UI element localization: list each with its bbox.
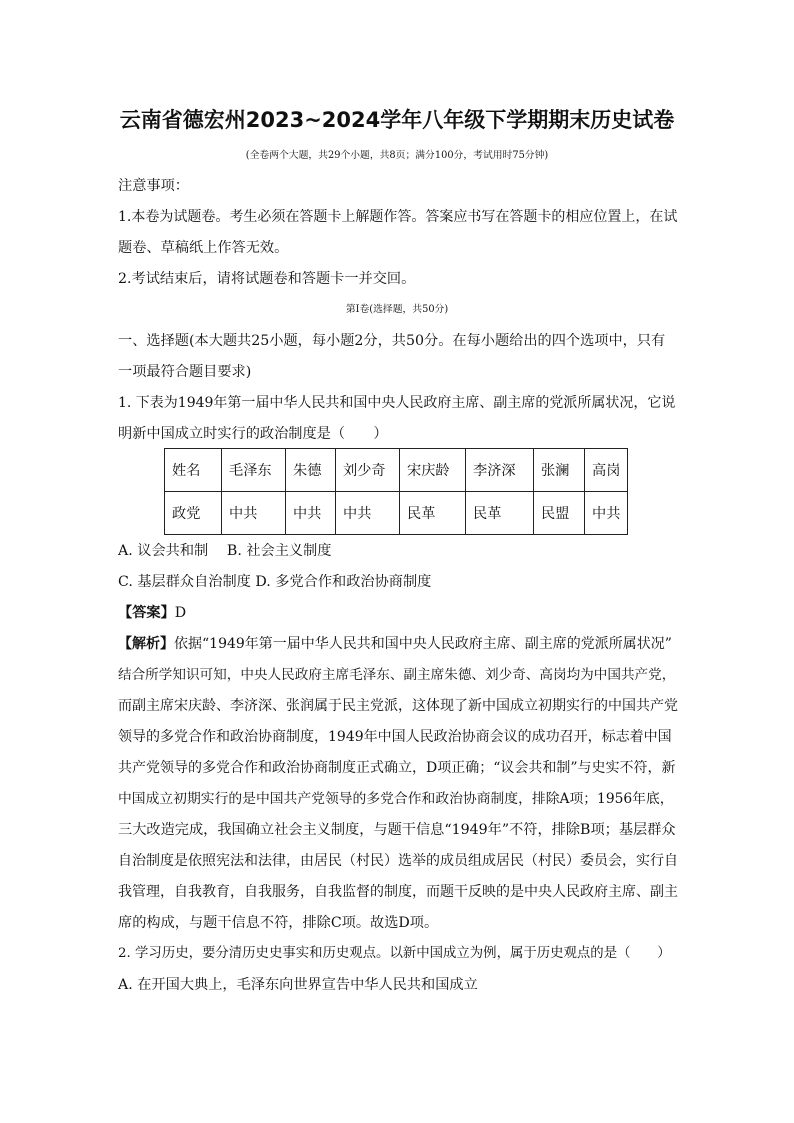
table-cell: 宋庆龄 <box>400 449 466 492</box>
table-row <box>165 449 628 492</box>
table-cell: 民革 <box>466 492 534 535</box>
question-1-options-ab: A. 议会共和制 B. 社会主义制度 <box>118 543 332 559</box>
analysis-line-3: 而副主席宋庆龄、李济深、张润属于民主党派，这体现了新中国成立初期实行的中国共产党 <box>118 698 678 714</box>
answer-value: D <box>174 605 187 621</box>
analysis-line-8: 自治制度是依照宪法和法律，由居民（村民）选举的成员组成居民（村民）委员会，实行自 <box>118 853 678 869</box>
table-cell: 朱德 <box>286 449 336 492</box>
analysis-line-7: 三大改造完成，我国确立社会主义制度，与题干信息“1949年”不符，排除B项；基层群众 <box>118 822 676 838</box>
exam-title: 云南省德宏州2023~2024学年八年级下学期期末历史试卷 <box>119 108 675 132</box>
table-cell: 姓名 <box>165 449 222 492</box>
table-cell: 高岗 <box>585 449 628 492</box>
question-2-option-a: A. 在开国大典上，毛泽东向世界宣告中华人民共和国成立 <box>118 977 478 993</box>
answer-line <box>118 603 678 623</box>
table-cell: 中共 <box>585 492 628 535</box>
question-1-stem: 1. 下表为1949年第一届中华人民共和国中央人民政府主席、副主席的党派所属状况，它说 <box>118 395 676 411</box>
analysis-line-4: 领导的多党合作和政治协商制度，1949年中国人民政治协商会议的成功召开，标志着中国 <box>118 729 672 745</box>
table-cell: 民革 <box>400 492 466 535</box>
table-cell: 中共 <box>336 492 400 535</box>
table-cell: 民盟 <box>534 492 585 535</box>
section-title: 第Ⅰ卷(选择题，共50分) <box>345 304 449 315</box>
analysis-line-5: 共产党领导的多党合作和政治协商制度正式确立，D项正确；“议会共和制”与史实不符，新 <box>118 760 676 776</box>
table-cell: 刘少奇 <box>336 449 400 492</box>
analysis-text: 依据“1949年第一届中华人民共和国中央人民政府主席、副主席的党派所属状况” <box>174 636 672 652</box>
part-instructions-cont: 一项最符合题目要求) <box>118 364 252 380</box>
table-cell: 张澜 <box>534 449 585 492</box>
table-cell: 中共 <box>286 492 336 535</box>
analysis-line-9: 我管理，自我教育，自我服务，自我监督的制度，而题干反映的是中央人民政府主席、副主 <box>118 884 678 900</box>
question-1-options-cd: C. 基层群众自治制度 D. 多党合作和政治协商制度 <box>118 574 432 590</box>
exam-subtitle: (全卷两个大题，共29个小题，共8页；满分100分，考试用时75分钟) <box>245 150 549 161</box>
question-1-stem-cont: 明新中国成立时实行的政治制度是（ ） <box>118 426 388 442</box>
table-cell: 政党 <box>165 492 222 535</box>
part-instructions: 一、选择题(本大题共25小题，每小题2分，共50分。在每小题给出的四个选项中，只有 <box>118 333 666 349</box>
analysis-line-1 <box>118 634 678 654</box>
analysis-line-10: 席的构成，与题干信息不符，排除C项。故选D项。 <box>118 915 439 931</box>
analysis-line-6: 中国成立初期实行的是中国共产党领导的多党合作和政治协商制度，排除A项；1956年底， <box>118 791 674 807</box>
party-affiliation-table <box>164 448 628 535</box>
notice-heading: 注意事项： <box>118 178 189 194</box>
table-cell: 李济深 <box>466 449 534 492</box>
analysis-label: 【解析】 <box>118 636 174 652</box>
answer-label: 【答案】 <box>118 605 175 621</box>
notice-item-1: 1.本卷为试题卷。考生必须在答题卡上解题作答。答案应书写在答题卡的相应位置上，在试 <box>118 209 678 225</box>
notice-item-1-cont: 题卷、草稿纸上作答无效。 <box>118 240 289 256</box>
table-cell: 中共 <box>222 492 286 535</box>
table-row <box>165 492 628 535</box>
table-cell: 毛泽东 <box>222 449 286 492</box>
question-2-stem: 2. 学习历史，要分清历史史事实和历史观点。以新中国成立为例，属于历史观点的是（ ） <box>118 946 671 961</box>
analysis-line-2: 结合所学知识可知，中央人民政府主席毛泽东、副主席朱德、刘少奇、高岗均为中国共产党， <box>118 667 676 683</box>
notice-item-2: 2.考试结束后，请将试题卷和答题卡一并交回。 <box>118 271 416 287</box>
